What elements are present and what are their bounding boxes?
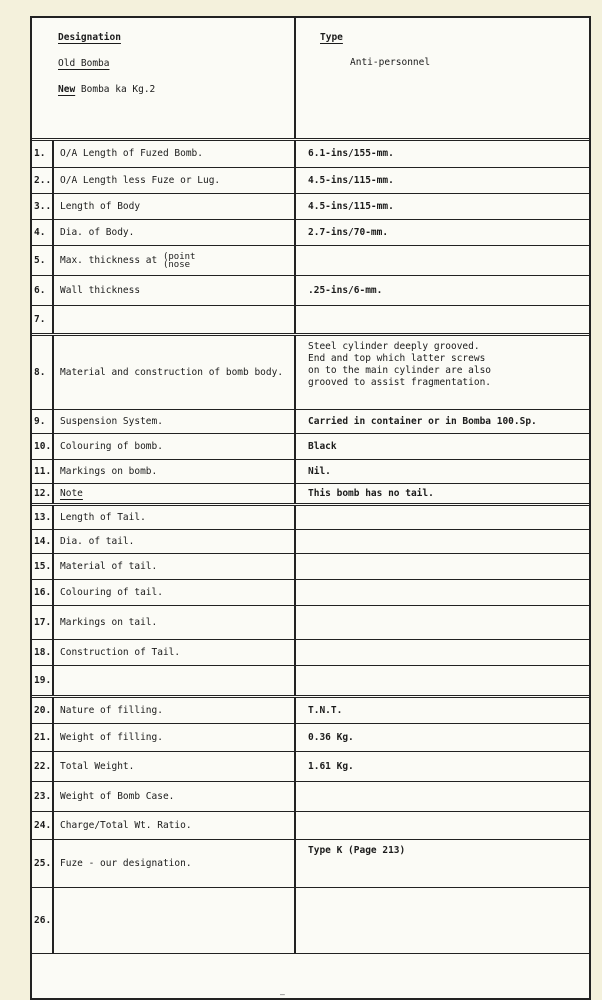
row-number: 25. (32, 840, 54, 887)
table-row (32, 168, 589, 194)
table-row (32, 306, 589, 336)
row-value: Nil. (308, 465, 331, 477)
row-label-text: Colouring of tail. (60, 586, 163, 598)
row-label (54, 220, 296, 245)
table-row (32, 724, 589, 752)
row-label (54, 724, 296, 751)
row-value (296, 812, 589, 839)
row-value (296, 506, 589, 529)
row-number: 8. (32, 336, 54, 409)
row-number: 22. (32, 752, 54, 781)
row-label-text: Length of Tail. (60, 511, 146, 523)
row-label (54, 812, 296, 839)
row-number: 21. (32, 724, 54, 751)
row-label (54, 554, 296, 579)
row-label-text: Wall thickness (60, 284, 141, 296)
row-label (54, 336, 296, 409)
row-value: Black (308, 440, 337, 452)
row-label-text: Suspension System. (60, 415, 163, 427)
row-number: 26. (32, 888, 54, 953)
row-number: 17. (32, 606, 54, 639)
row-value (296, 246, 589, 275)
row-label-text: Construction of Tail. (60, 646, 181, 658)
row-value: Type K (Page 213) (308, 845, 406, 856)
row-label-text: Markings on tail. (60, 616, 158, 628)
row-value (296, 782, 589, 811)
point-nose-bracket (163, 253, 196, 269)
row-value (296, 530, 589, 553)
row-label (54, 410, 296, 433)
point-label: (point (162, 251, 196, 262)
type-block (320, 32, 430, 68)
table-row (32, 410, 589, 434)
row-label-text: Dia. of tail. (60, 535, 135, 547)
row-value: T.N.T. (308, 704, 343, 716)
row-label-text: Length of Body (60, 200, 141, 212)
row-label (54, 194, 296, 219)
row-label-text: Colouring of bomb. (60, 440, 163, 452)
row-value: This bomb has no tail. (308, 487, 434, 499)
row-label (54, 606, 296, 639)
row-label (54, 484, 296, 503)
type-value: Anti-personnel (350, 57, 431, 68)
row-number: 16. (32, 580, 54, 605)
table-row (32, 606, 589, 640)
row-value (296, 554, 589, 579)
new-label: New (58, 84, 76, 95)
row-number: 11. (32, 460, 54, 483)
row-number: 2.. (32, 168, 54, 193)
row-number: 3.. (32, 194, 54, 219)
page-mark: – (280, 990, 285, 999)
row-value (296, 580, 589, 605)
table-row (32, 782, 589, 812)
row-number: 10. (32, 434, 54, 459)
row-number: 20. (32, 698, 54, 723)
row-label-text: Note (60, 487, 83, 499)
row-label (54, 840, 296, 887)
row-label-text: Weight of filling. (60, 731, 163, 743)
row-label-text: Material and construction of bomb body. (60, 366, 284, 378)
table-row (32, 530, 589, 554)
bomb-data-sheet (30, 16, 591, 1000)
row-number: 18. (32, 640, 54, 665)
row-value (296, 666, 589, 695)
row-value (296, 306, 589, 333)
row-label (54, 276, 296, 305)
row-value: 6.1-ins/155-mm. (308, 147, 394, 159)
row-value: 0.36 Kg. (308, 731, 354, 743)
new-name: Bomba ka Kg.2 (80, 84, 156, 95)
table-row (32, 336, 589, 410)
row-label-text: Material of tail. (60, 560, 158, 572)
designation-block (58, 32, 155, 110)
table-row (32, 580, 589, 606)
row-label (54, 580, 296, 605)
row-number: 24. (32, 812, 54, 839)
row-label (54, 698, 296, 723)
table-row (32, 220, 589, 246)
nose-label: (nose (162, 259, 191, 270)
row-value (296, 888, 589, 953)
old-name: Old Bomba (58, 58, 110, 69)
row-value: Steel cylinder deeply grooved. End and top which latter screws on to the main cylinder are also grooved to assist fragmentation. (308, 341, 492, 388)
row-label (54, 506, 296, 529)
row-label (54, 888, 296, 953)
row-label-text: Fuze - our designation. (60, 857, 192, 869)
type-label: Type (320, 32, 343, 43)
row-label (54, 140, 296, 167)
row-value (296, 640, 589, 665)
row-label-text: O/A Length less Fuze or Lug. (60, 174, 221, 186)
row-label-text: Max. thickness at (60, 254, 158, 266)
row-label-text: Dia. of Body. (60, 226, 135, 238)
table-row (32, 666, 589, 698)
row-number: 12. (32, 484, 54, 503)
row-value: .25-ins/6-mm. (308, 284, 383, 296)
row-label-text: Total Weight. (60, 760, 135, 772)
row-number: 19. (32, 666, 54, 695)
row-number: 1. (32, 140, 54, 167)
row-label (54, 752, 296, 781)
table-row (32, 194, 589, 220)
row-number: 23. (32, 782, 54, 811)
row-label-text: O/A Length of Fuzed Bomb. (60, 147, 203, 159)
header-section (32, 18, 589, 141)
row-label (54, 306, 296, 333)
row-label (54, 666, 296, 695)
row-label (54, 530, 296, 553)
row-label (54, 782, 296, 811)
row-number: 6. (32, 276, 54, 305)
row-label-text: Nature of filling. (60, 704, 163, 716)
table-row (32, 698, 589, 724)
table-row (32, 840, 589, 888)
row-label (54, 434, 296, 459)
table-row (32, 888, 589, 954)
designation-label: Designation (58, 32, 121, 43)
header-divider (294, 18, 296, 138)
table-row (32, 752, 589, 782)
table-row (32, 506, 589, 530)
row-number: 9. (32, 410, 54, 433)
row-value (296, 606, 589, 639)
table-row (32, 246, 589, 276)
row-number: 5. (32, 246, 54, 275)
table-row (32, 554, 589, 580)
row-label (54, 640, 296, 665)
table-row (32, 434, 589, 460)
row-label-text: Markings on bomb. (60, 465, 158, 477)
row-label-text: Weight of Bomb Case. (60, 790, 175, 802)
row-value: Carried in container or in Bomba 100.Sp. (308, 415, 537, 427)
table-row (32, 460, 589, 484)
row-label (54, 460, 296, 483)
table-row (32, 276, 589, 306)
table-row (32, 484, 589, 506)
row-label-text: Charge/Total Wt. Ratio. (60, 819, 192, 831)
row-value: 4.5-ins/115-mm. (308, 200, 394, 212)
table-row (32, 140, 589, 168)
row-value: 4.5-ins/115-mm. (308, 174, 394, 186)
row-number: 15. (32, 554, 54, 579)
row-label (54, 168, 296, 193)
row-number: 14. (32, 530, 54, 553)
row-label (54, 246, 296, 275)
row-value: 2.7-ins/70-mm. (308, 226, 389, 238)
row-value: 1.61 Kg. (308, 760, 354, 772)
table-row (32, 640, 589, 666)
row-number: 7. (32, 306, 54, 333)
row-number: 13. (32, 506, 54, 529)
row-number: 4. (32, 220, 54, 245)
table-row (32, 812, 589, 840)
